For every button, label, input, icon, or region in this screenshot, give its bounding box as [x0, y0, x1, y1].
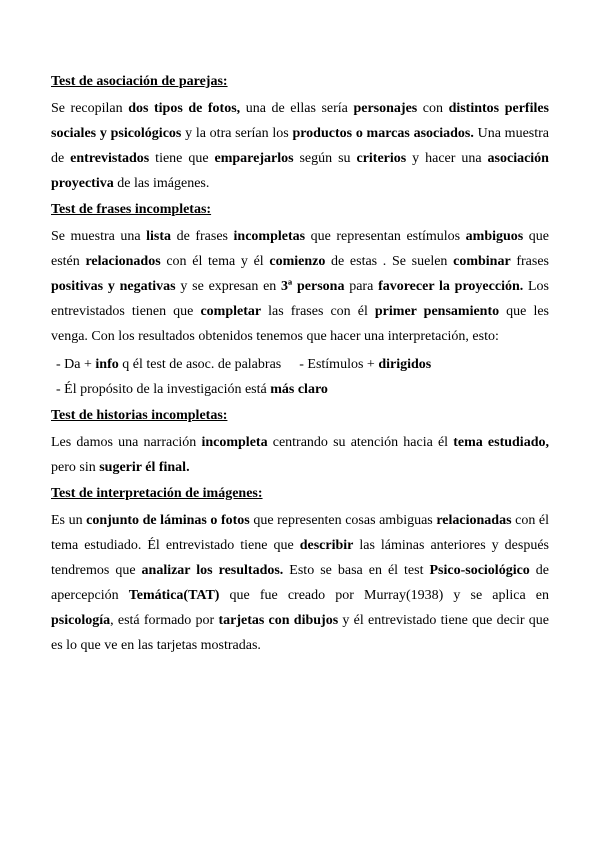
bold-text: analizar los resultados.	[141, 563, 284, 578]
bold-text: favorecer la proyección.	[378, 279, 524, 294]
text-run: según su	[293, 151, 357, 166]
bold-text: incompletas	[233, 229, 306, 244]
bullet-item	[56, 382, 328, 397]
text-run: de frases	[171, 229, 234, 244]
bullet-item	[299, 357, 431, 372]
bold-text: productos o marcas asociados.	[292, 126, 474, 141]
section-historias-incompletas	[51, 405, 549, 480]
section-heading: Test de historias incompletas:	[51, 408, 228, 423]
text-run: con	[417, 101, 449, 116]
text-run: , está formado por	[110, 613, 219, 628]
text-run: Una muestra de	[51, 126, 549, 166]
bold-text: combinar	[453, 254, 511, 269]
bold-text: incompleta	[201, 435, 268, 450]
text-run: una de ellas sería	[240, 101, 354, 116]
text-run: centrando su atención hacia él	[267, 435, 454, 450]
text-run: Se muestra una	[51, 229, 147, 244]
bullet-line	[51, 377, 549, 402]
section-paragraph	[51, 508, 549, 658]
section-paragraph	[51, 430, 549, 480]
bullet-item	[56, 357, 281, 372]
text-run: Les damos una narración	[51, 435, 202, 450]
bold-text: psicología	[51, 613, 111, 628]
text-run: que representan estímulos	[305, 229, 466, 244]
text-run: de apercepción	[51, 563, 550, 603]
bold-text: distintos perfiles sociales y psicológicos	[51, 101, 550, 141]
text-run: - Él propósito de la investigación está	[56, 382, 271, 397]
text-run: las frases con él	[261, 304, 375, 319]
bold-text: ambiguos	[465, 229, 524, 244]
text-run: con él tema y él	[160, 254, 270, 269]
bullet-line	[51, 352, 549, 377]
bold-text: asociación proyectiva	[51, 151, 549, 191]
bold-text: emparejarlos	[214, 151, 294, 166]
bold-text: dirigidos	[378, 357, 432, 372]
bold-text: conjunto de láminas o fotos	[86, 513, 250, 528]
bold-text: 3ª persona	[281, 279, 345, 294]
section-paragraph	[51, 224, 549, 349]
section-heading: Test de frases incompletas:	[51, 202, 212, 217]
bold-text: lista	[146, 229, 172, 244]
section-asociacion-parejas	[51, 71, 549, 196]
text-run: las láminas anteriores y después tendremos que	[51, 538, 549, 578]
text-run: Los entrevistados tienen que	[51, 279, 550, 319]
bold-text: dos tipos de fotos,	[128, 101, 241, 116]
bold-text: relacionados	[85, 254, 161, 269]
bold-text: completar	[200, 304, 262, 319]
bold-text: info	[95, 357, 119, 372]
bold-text: entrevistados	[70, 151, 150, 166]
bold-text: relacionadas	[436, 513, 512, 528]
bullet-list	[51, 352, 549, 402]
bold-text: primer pensamiento	[374, 304, 500, 319]
bold-text: Psico-sociológico	[429, 563, 530, 578]
bold-text: personajes	[353, 101, 418, 116]
text-run: tiene que	[149, 151, 215, 166]
bold-text: describir	[299, 538, 354, 553]
section-interpretacion-imagenes	[51, 483, 549, 658]
text-run: pero sin	[51, 460, 100, 475]
text-run: que fue creado por Murray(1938) y se aplica en	[219, 588, 549, 603]
text-run: Es un	[51, 513, 87, 528]
text-run: Esto se basa en él test	[283, 563, 430, 578]
text-run: con él tema estudiado. Él entrevistado tiene que	[51, 513, 549, 553]
section-heading: Test de asociación de parejas:	[51, 74, 228, 89]
text-run: - Estímulos +	[299, 357, 379, 372]
bold-text: tema estudiado,	[453, 435, 549, 450]
section-paragraph	[51, 96, 549, 196]
text-run: que representen cosas ambiguas	[249, 513, 437, 528]
bold-text: comienzo	[269, 254, 326, 269]
bold-text: sugerir él final.	[99, 460, 190, 475]
text-run: y él entrevistado tiene que decir que es lo que ve en las tarjetas mostradas.	[51, 613, 550, 653]
text-run: de estas . Se suelen	[325, 254, 454, 269]
text-run: que estén	[51, 229, 549, 269]
text-run: y hacer una	[406, 151, 488, 166]
section-heading: Test de interpretación de imágenes:	[51, 486, 263, 501]
text-run: de las imágenes.	[113, 176, 210, 191]
bold-text: positivas y negativas	[51, 279, 176, 294]
bold-text: tarjetas con dibujos	[218, 613, 339, 628]
bold-text: Temática(TAT)	[128, 588, 220, 603]
text-run: y la otra serían los	[181, 126, 293, 141]
text-run: frases	[510, 254, 549, 269]
text-run: y se expresan en	[175, 279, 282, 294]
text-run: que les venga. Con los resultados obtenidos tenemos que hacer una interpretación, esto:	[51, 304, 549, 344]
text-run: Se recopilan	[51, 101, 129, 116]
bold-text: criterios	[356, 151, 407, 166]
text-run: - Da +	[56, 357, 96, 372]
text-run: q él test de asoc. de palabras	[118, 357, 282, 372]
text-run: para	[344, 279, 379, 294]
section-frases-incompletas	[51, 199, 549, 402]
bold-text: más claro	[270, 382, 328, 397]
